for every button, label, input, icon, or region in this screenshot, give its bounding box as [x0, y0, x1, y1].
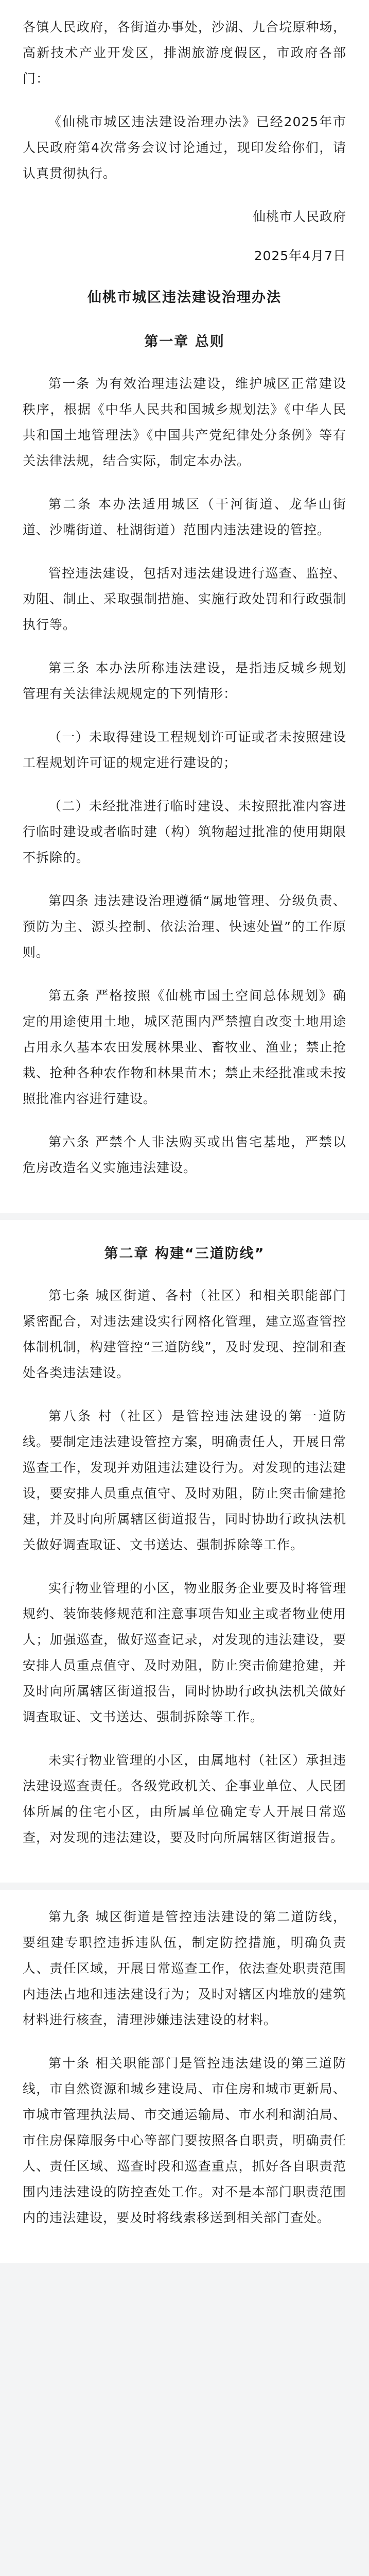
- paragraph: 第六条 严禁个人非法购买或出售宅基地，严禁以危房改造名义实施违法建设。: [23, 1134, 346, 1175]
- chapter-2-section: [0, 1220, 369, 1890]
- paragraph: 第三条 本办法所称违法建设，是指违反城乡规划管理有关法律法规规定的下列情形：: [23, 660, 346, 701]
- notice-recipients: 各镇人民政府，各街道办事处，沙湖、九合垸原种场，高新技术产业开发区，排湖旅游度假区，市政府各部门：: [23, 20, 346, 86]
- paragraph: 未实行物业管理的小区，由属地村（社区）承担违法建设巡查责任。各级党政机关、企事业单位、人民团体所属的住宅小区，由所属单位确定专人开展日常巡查，对发现的违法建设，要及时向所属辖区街道报告。: [23, 1753, 346, 1845]
- notice-section: [0, 0, 369, 1220]
- paragraph: 第八条 村（社区）是管控违法建设的第一道防线。要制定违法建设管控方案，明确责任人，开展日常巡查工作，发现并劝阻违法建设行为。对发现的违法建设，要安排人员重点值守、及时劝阻，防止突击偷建抢建，并及时向所属辖区街道报告，同时协助行政执法机关做好调查取证、文书送达、强制拆除等工作。: [23, 1409, 346, 1552]
- paragraph: 第十条 相关职能部门是管控违法建设的第三道防线，市自然资源和城乡建设局、市住房和城市更新局、市城市管理执法局、市交通运输局、市水利和湖泊局、市住房保障服务中心等部门要按照各自职责，明确责任人、责任区域、巡查时段和巡查重点，抓好各自职责范围内违法建设的防控查处工作。对不是本部门职责范围内的违法建设，要及时将线索移送到相关部门查处。: [23, 2056, 346, 2225]
- paragraph: 第五条 严格按照《仙桃市国土空间总体规划》确定的用途使用土地，城区范围内严禁擅自改变土地用途占用永久基本农田发展林果业、畜牧业、渔业；禁止抢栽、抢种各种农作物和林果苗木；禁止未经批准或未按照批准内容进行建设。: [23, 988, 346, 1106]
- paragraph: 第四条 违法建设治理遵循“属地管理、分级负责、预防为主、源头控制、依法治理、快速处置”的工作原则。: [23, 893, 346, 960]
- notice-date: 2025年4月7日: [254, 248, 346, 263]
- chapter-1-title: 第一章 总则: [144, 334, 225, 350]
- paragraph: （一）未取得建设工程规划许可证或者未按照建设工程规划许可证的规定进行建设的；: [23, 730, 346, 770]
- notice-signature: 仙桃市人民政府: [252, 209, 346, 224]
- notice-body: 《仙桃市城区违法建设治理办法》已经2025年市人民政府第4次常务会议讨论通过，现印发给你们，请认真贯彻执行。: [23, 114, 346, 181]
- chapter-2-continued-section: [0, 1890, 369, 2263]
- paragraph: 第七条 城区街道、各村（社区）和相关职能部门紧密配合，对违法建设实行网格化管理，建立巡查管控体制机制，构建管控“三道防线”，及时发现、控制和查处各类违法建设。: [23, 1288, 346, 1380]
- paragraph: 管控违法建设，包括对违法建设进行巡查、监控、劝阻、制止、采取强制措施、实施行政处罚和行政强制执行等。: [23, 566, 346, 632]
- chapter-2-title: 第二章 构建“三道防线”: [104, 1246, 265, 1262]
- paragraph: 第九条 城区街道是管控违法建设的第二道防线，要组建专职控违拆违队伍，制定防控措施，明确负责人、责任区域，开展日常巡查工作，依法查处职责范围内违法占地和违法建设行为；及时对辖区内堆放的建筑材料进行核查，清理涉嫌违法建设的材料。: [23, 1909, 346, 2027]
- paragraph: 第二条 本办法适用城区（干河街道、龙华山街道、沙嘴街道、杜湖街道）范围内违法建设的管控。: [23, 497, 346, 537]
- paragraph: （二）未经批准进行临时建设、未按照批准内容进行临时建设或者临时建（构）筑物超过批准的使用期限不拆除的。: [23, 799, 346, 865]
- paragraph: 第一条 为有效治理违法建设，维护城区正常建设秩序，根据《中华人民共和国城乡规划法》《中华人民共和国土地管理法》《中国共产党纪律处分条例》等有关法律法规，结合实际，制定本办法。: [23, 376, 346, 468]
- document-title: 仙桃市城区违法建设治理办法: [87, 290, 282, 306]
- paragraph: 实行物业管理的小区，物业服务企业要及时将管理规约、装饰装修规范和注意事项告知业主或者物业使用人；加强巡查，做好巡查记录，对发现的违法建设，要安排人员重点值守、及时劝阻，防止突击偷建抢建，并及时向所属辖区街道报告，同时协助行政执法机关做好调查取证、文书送达、强制拆除等工作。: [23, 1581, 346, 1724]
